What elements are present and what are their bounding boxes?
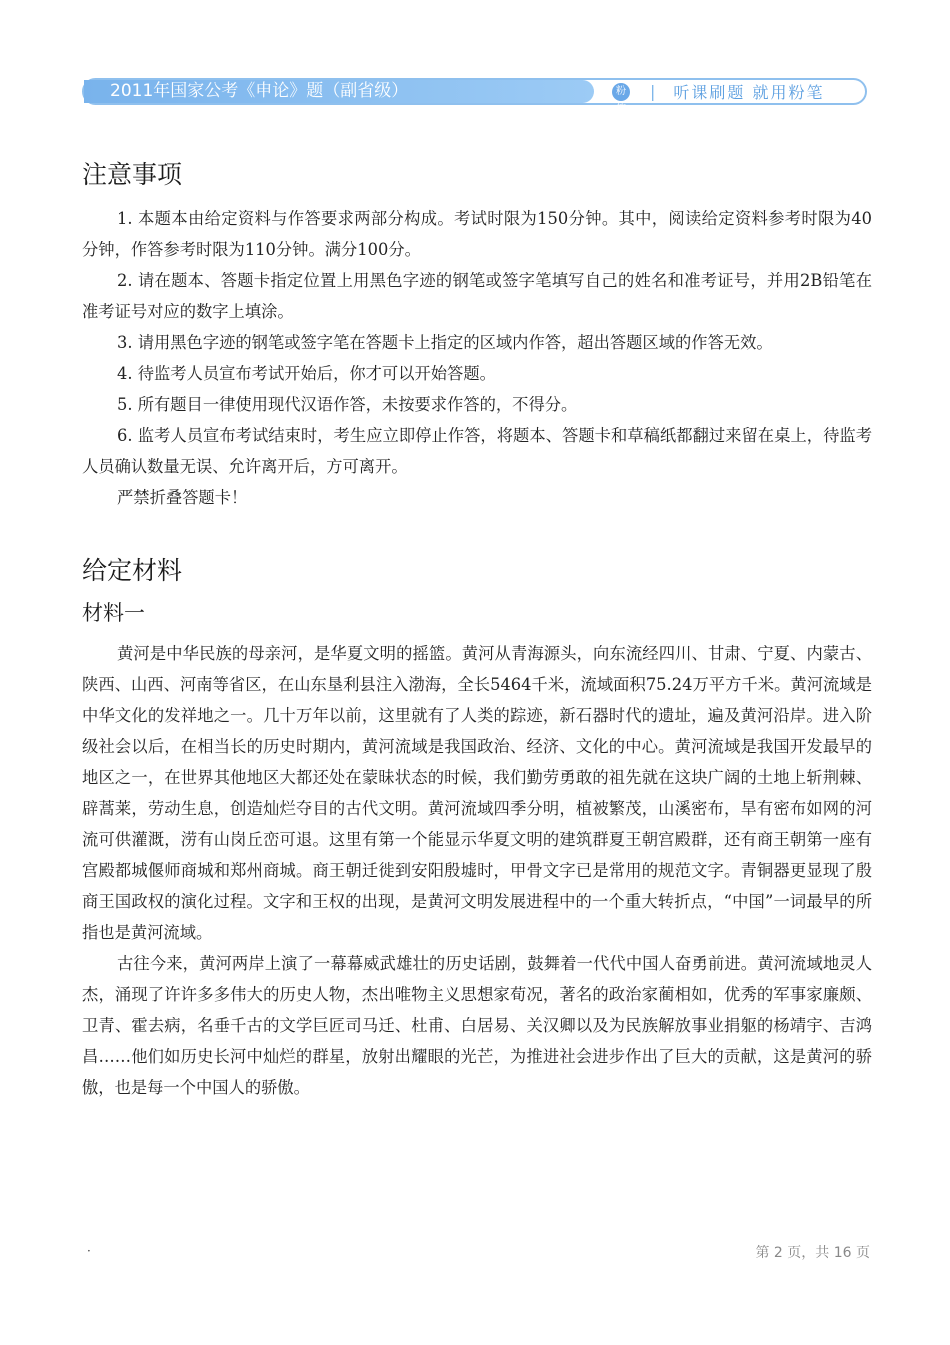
material-paragraph: 黄河是中华民族的母亲河，是华夏文明的摇篮。黄河从青海源头，向东流经四川、甘肃、宁夏、内蒙古、陕西、山西、河南等省区，在山东垦利县注入渤海，全长5464千米，流域面积75.24万平方千米。黄河流域是中华文化的发祥地之一。几十万年以前，这里就有了人类的踪迹，新石器时代的遗址，遍及黄河沿岸。进入阶级社会以后，在相当长的历史时期内，黄河流域是我国政治、经济、文化的中心。黄河流域是我国开发最早的地区之一，在世界其他地区大都还处在蒙昧状态的时候，我们勤劳勇敢的祖先就在这块广阔的土地上斩荆棘、辟蒿莱，劳动生息，创造灿烂夺目的古代文明。黄河流域四季分明，植被繁茂，山溪密布，旱有密布如网的河流可供灌溉，涝有山岗丘峦可退。这里有第一个能显示华夏文明的建筑群夏王朝宫殿群，还有商王朝第一座有宫殿都城偃师商城和郑州商城。商王朝迁徙到安阳殷墟时，甲骨文字已是常用的规范文字。青铜器更显现了殷商王国政权的演化过程。文字和王权的出现，是黄河文明发展进程中的一个重大转折点，“中国”一词最早的所指也是黄河流域。 bbox=[82, 644, 872, 942]
header-separator: | bbox=[650, 82, 658, 101]
material-one-body bbox=[82, 638, 872, 1103]
notice-list bbox=[82, 203, 872, 513]
notice-heading: 注意事项 bbox=[82, 160, 183, 189]
notice-item: 1. 本题本由给定资料与作答要求两部分构成。考试时限为150分钟。其中，阅读给定资料参考时限为40分钟，作答参考时限为110分钟。满分100分。 bbox=[82, 209, 872, 259]
notice-item: 2. 请在题本、答题卡指定位置上用黑色字迹的钢笔或签字笔填写自己的姓名和准考证号，并用2B铅笔在准考证号对应的数字上填涂。 bbox=[82, 271, 872, 321]
footer-dot: · bbox=[87, 1244, 91, 1258]
notice-item: 5. 所有题目一律使用现代汉语作答，未按要求作答的，不得分。 bbox=[117, 395, 578, 414]
notice-item: 4. 待监考人员宣布考试开始后，你才可以开始答题。 bbox=[117, 364, 496, 383]
notice-warning: 严禁折叠答题卡！ bbox=[117, 488, 248, 507]
page-number: 第 2 页，共 16 页 bbox=[755, 1245, 870, 1261]
page-header bbox=[82, 78, 867, 115]
header-brand bbox=[594, 80, 865, 115]
notice-item: 3. 请用黑色字迹的钢笔或签字笔在答题卡上指定的区域内作答，超出答题区域的作答无效。 bbox=[117, 333, 773, 352]
fenbi-logo-icon: 粉笔 bbox=[612, 83, 630, 101]
materials-heading: 给定材料 bbox=[82, 556, 183, 585]
notice-item: 6. 监考人员宣布考试结束时，考生应立即停止作答，将题本、答题卡和草稿纸都翻过来留在桌上，待监考人员确认数量无误、允许离开后，方可离开。 bbox=[82, 426, 872, 476]
material-one-heading: 材料一 bbox=[82, 601, 145, 625]
material-paragraph: 古往今来，黄河两岸上演了一幕幕威武雄壮的历史话剧，鼓舞着一代代中国人奋勇前进。黄河流域地灵人杰，涌现了许许多多伟大的历史人物，杰出唯物主义思想家荀况，著名的政治家蔺相如，优秀的军事家廉颇、卫青、霍去病，名垂千古的文学巨匠司马迁、杜甫、白居易、关汉卿以及为民族解放事业捐躯的杨靖宇、吉鸿昌……他们如历史长河中灿烂的群星，放射出耀眼的光芒，为推进社会进步作出了巨大的贡献，这是黄河的骄傲，也是每一个中国人的骄傲。 bbox=[82, 954, 872, 1097]
header-title: 2011年国家公考《申论》题（副省级） bbox=[84, 80, 594, 103]
header-slogan: 听课刷题 就用粉笔 bbox=[673, 83, 825, 102]
